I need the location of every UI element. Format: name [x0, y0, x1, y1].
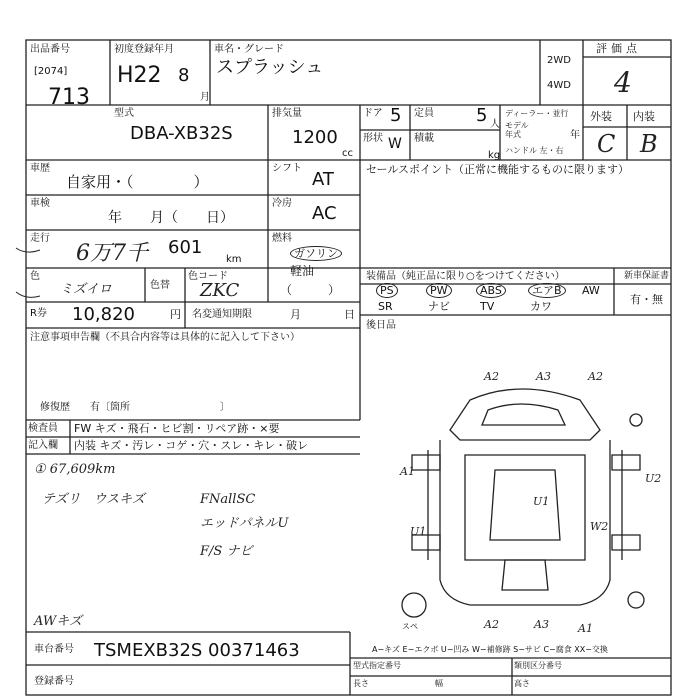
- note-scratch: テズリ ウスキズ: [42, 492, 145, 507]
- interior-check-row: 内装 キズ・汚レ・コゲ・穴・スレ・キレ・破レ: [74, 439, 309, 452]
- capacity-unit: 人: [490, 119, 500, 130]
- fuel-label: 燃料: [272, 233, 292, 244]
- chassis-number: TSMEXB32S 00371463: [94, 640, 300, 661]
- grade-value: 4: [614, 66, 632, 99]
- displacement-unit: cc: [342, 148, 353, 159]
- registration-month: 8: [178, 65, 190, 86]
- name-change-month: 月: [290, 308, 301, 321]
- note-nav: F/S ナビ: [200, 544, 253, 559]
- damage-a2-front-right: A2: [588, 370, 603, 383]
- doors: 5: [390, 105, 402, 126]
- registration-year: H22: [117, 63, 162, 88]
- capacity: 5: [476, 105, 488, 126]
- equip-sr: SR: [378, 300, 393, 313]
- year-unit: 年: [570, 130, 580, 141]
- note-aw: AWキズ: [34, 614, 82, 629]
- damage-u1-roof: U1: [533, 495, 550, 508]
- equip-tv: TV: [480, 300, 495, 313]
- repair-label: 修復歴 有〔箇所 〕: [40, 402, 230, 413]
- recycle-label: R券: [30, 308, 47, 319]
- name-change-label: 名変通知期限: [192, 309, 252, 320]
- dealer-label: ディーラー・並行: [505, 109, 569, 118]
- inspection-label: 車検: [30, 198, 50, 209]
- equip-ps: PS: [376, 285, 398, 297]
- load-unit: kg: [488, 150, 501, 161]
- year-label: 年式: [505, 130, 521, 139]
- lot-number: 713: [48, 85, 90, 110]
- ac-label: 冷房: [272, 198, 292, 209]
- displacement-label: 排気量: [272, 108, 302, 119]
- shape-label: 形状: [363, 133, 383, 144]
- fuel-other: （ ）: [280, 283, 341, 297]
- drive-4wd: 4WD: [547, 80, 571, 91]
- equip-pw: PW: [426, 285, 452, 297]
- handle-label: ハンドル 左・右: [505, 146, 564, 155]
- width-label: 幅: [435, 679, 443, 688]
- interior-grade: B: [640, 130, 658, 158]
- inspector-label: 検査員: [28, 423, 58, 434]
- history-value: 自家用・（ ）: [66, 173, 209, 191]
- category-number-label: 類別区分番号: [514, 661, 562, 670]
- history-label: 車歴: [30, 163, 50, 174]
- damage-u1-left: U1: [410, 525, 427, 538]
- model-code: DBA-XB32S: [130, 123, 233, 144]
- equipment-label: 装備品（純正品に限り○をつけてください）: [366, 271, 565, 282]
- mileage-label: 走行: [30, 233, 50, 244]
- color-type-label: 色替: [150, 280, 170, 291]
- note-mileage: ① 67,609km: [34, 462, 116, 477]
- note-panel: エッドパネルU: [200, 516, 289, 531]
- first-registration-label: 初度登録年月: [114, 44, 174, 55]
- damage-w2-right: W2: [590, 520, 609, 533]
- model-year-label: モデル: [505, 121, 529, 130]
- equip-airbag: エアB: [528, 285, 566, 297]
- equip-navi: ナビ: [428, 300, 450, 313]
- shape: W: [388, 136, 402, 152]
- damage-a1-rear: A1: [578, 622, 593, 635]
- damage-a1-left: A1: [400, 465, 415, 478]
- exterior-grade: C: [597, 130, 616, 158]
- type-designation-label: 型式指定番号: [353, 661, 401, 670]
- model-label: 型式: [114, 108, 134, 119]
- height-label: 高さ: [514, 679, 530, 688]
- damage-a2-front-left: A2: [484, 370, 499, 383]
- equip-abs: ABS: [476, 285, 506, 297]
- rear-seat-label: 後日品: [366, 320, 396, 331]
- inspection-value: 年 月（ 日）: [108, 210, 234, 226]
- fuel-gasoline: ガソリン: [290, 248, 342, 259]
- shift-value: AT: [312, 169, 334, 190]
- color-value: ミズイロ: [60, 282, 112, 297]
- doors-label: ドア: [363, 108, 383, 119]
- equip-leather: カワ: [530, 300, 552, 313]
- month-unit: 月: [200, 92, 210, 103]
- ac-value: AC: [312, 203, 337, 224]
- color-code: ZKC: [200, 280, 240, 301]
- damage-u2-right: U2: [645, 472, 662, 485]
- registration-label: 登録番号: [34, 676, 74, 687]
- notice-label: 注意事項申告欄（不具合内容等は具体的に記入して下さい）: [30, 332, 300, 343]
- exterior-label: 外装: [590, 110, 612, 123]
- equip-aw: AW: [582, 284, 600, 297]
- recycle-value: 10,820: [72, 304, 135, 325]
- grade-label: 評価点: [596, 42, 641, 55]
- lot-code: [2074]: [34, 66, 68, 77]
- drive-2wd: 2WD: [547, 55, 571, 66]
- name-change-day: 日: [344, 308, 355, 321]
- recycle-unit: 円: [170, 308, 181, 321]
- capacity-label: 定員: [414, 108, 434, 119]
- damage-legend: A−キズ E−エクボ U−凹み W−補修跡 S−サビ C−腐食 XX−交換: [372, 645, 608, 654]
- damage-a2-rear: A2: [484, 618, 499, 631]
- warranty-label: 新車保証書: [624, 271, 670, 281]
- length-label: 長さ: [353, 679, 369, 688]
- mileage-man: 6万7千: [76, 241, 148, 266]
- exterior-check-row: FW キズ・飛石・ヒビ割・リペア跡・×要: [74, 422, 280, 435]
- note-sc: FNallSC: [200, 492, 256, 507]
- spare-label: スペ: [402, 622, 418, 631]
- interior-label: 内装: [633, 110, 655, 123]
- mileage-unit: km: [226, 254, 242, 265]
- fuel-diesel: 軽油: [290, 264, 315, 278]
- damage-a3-rear: A3: [534, 618, 549, 631]
- load-label: 積載: [414, 133, 434, 144]
- shift-label: シフト: [272, 163, 302, 174]
- color-label: 色: [30, 271, 40, 282]
- chassis-label: 車台番号: [34, 644, 74, 655]
- mileage-value: 601: [168, 237, 203, 258]
- color-code-label: 色コード: [188, 271, 228, 282]
- damage-a3-front: A3: [536, 370, 551, 383]
- entry-label: 記入欄: [28, 440, 58, 451]
- displacement: 1200: [292, 127, 338, 148]
- car-name: スプラッシュ: [216, 57, 324, 78]
- sales-point-label: セールスポイント（正常に機能するものに限ります）: [366, 163, 630, 176]
- lot-number-label: 出品番号: [30, 44, 70, 55]
- warranty-value: 有・無: [630, 293, 663, 306]
- car-name-label: 車名・グレード: [214, 44, 284, 55]
